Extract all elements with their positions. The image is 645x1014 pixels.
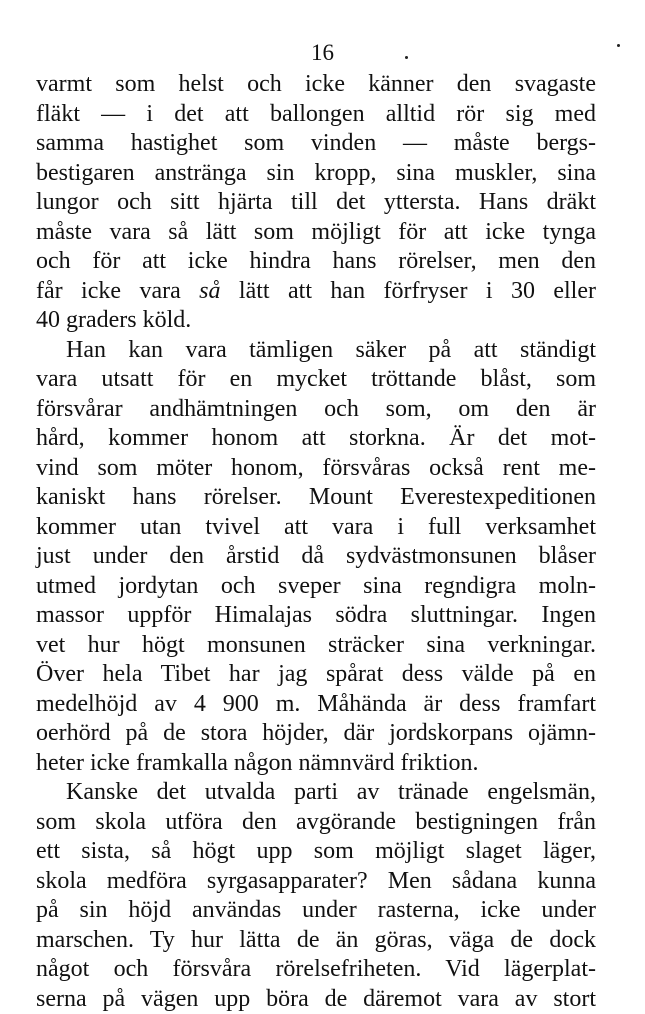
text-line: och för att icke hindra hans rörelser, men den [36, 247, 596, 277]
text-line: 40 graders köld. [36, 306, 596, 336]
text-line: varmt som helst och icke känner den svagaste [36, 70, 596, 100]
text-line: samma hastighet som vinden — måste bergs- [36, 129, 596, 159]
text-line: heter icke framkalla någon nämnvärd friktion. [36, 749, 596, 779]
text-line: måste vara så lätt som möjligt för att icke tynga [36, 218, 596, 248]
text-line: serna på vägen upp böra de däremot vara av stort [36, 985, 596, 1014]
text-line: något och försvåra rörelsefriheten. Vid lägerplat- [36, 955, 596, 985]
text-line: marschen. Ty hur lätta de än göras, väga de dock [36, 926, 596, 956]
text-line: vind som möter honom, försvåras också rent me- [36, 454, 596, 484]
paragraph [36, 336, 596, 779]
text-line: försvårar andhämtningen och som, om den är [36, 395, 596, 425]
text-line: skola medföra syrgasapparater? Men sådana kunna [36, 867, 596, 897]
text-line: massor uppför Himalajas södra sluttningar. Ingen [36, 601, 596, 631]
body-text [36, 70, 596, 1014]
text-line: medelhöjd av 4 900 m. Måhända är dess framfart [36, 690, 596, 720]
text-line: Kanske det utvalda parti av tränade engelsmän, [36, 778, 596, 808]
text-line: på sin höjd användas under rasterna, icke under [36, 896, 596, 926]
paragraph [36, 778, 596, 1014]
text-line: hård, kommer honom att storkna. Är det mot- [36, 424, 596, 454]
text-line: som skola utföra den avgörande bestigningen från [36, 808, 596, 838]
page-number: 16 [0, 38, 645, 68]
text-line: oerhörd på de stora höjder, där jordskorpans ojämn- [36, 719, 596, 749]
text-line: ett sista, så högt upp som möjligt slaget läger, [36, 837, 596, 867]
emphasis: så [199, 278, 220, 304]
text-line: fläkt — i det att ballongen alltid rör sig med [36, 100, 596, 130]
text-line: lungor och sitt hjärta till det yttersta. Hans dräkt [36, 188, 596, 218]
text-line: vara utsatt för en mycket tröttande blåst, som [36, 365, 596, 395]
text-line: får icke vara så lätt att han förfryser i 30 eller [36, 277, 596, 307]
text-line: just under den årstid då sydvästmonsunen blåser [36, 542, 596, 572]
print-speck-dot [617, 44, 620, 47]
text-line: vet hur högt monsunen sträcker sina verkningar. [36, 631, 596, 661]
text-line: kaniskt hans rörelser. Mount Everestexpeditionen [36, 483, 596, 513]
text-line: Över hela Tibet har jag spårat dess välde på en [36, 660, 596, 690]
print-speck-dot [405, 56, 408, 59]
paragraph [36, 70, 596, 336]
text-line: kommer utan tvivel att vara i full verksamhet [36, 513, 596, 543]
text-line: utmed jordytan och sveper sina regndigra moln- [36, 572, 596, 602]
text-line: Han kan vara tämligen säker på att ständigt [36, 336, 596, 366]
text-line: bestigaren anstränga sin kropp, sina muskler, sina [36, 159, 596, 189]
